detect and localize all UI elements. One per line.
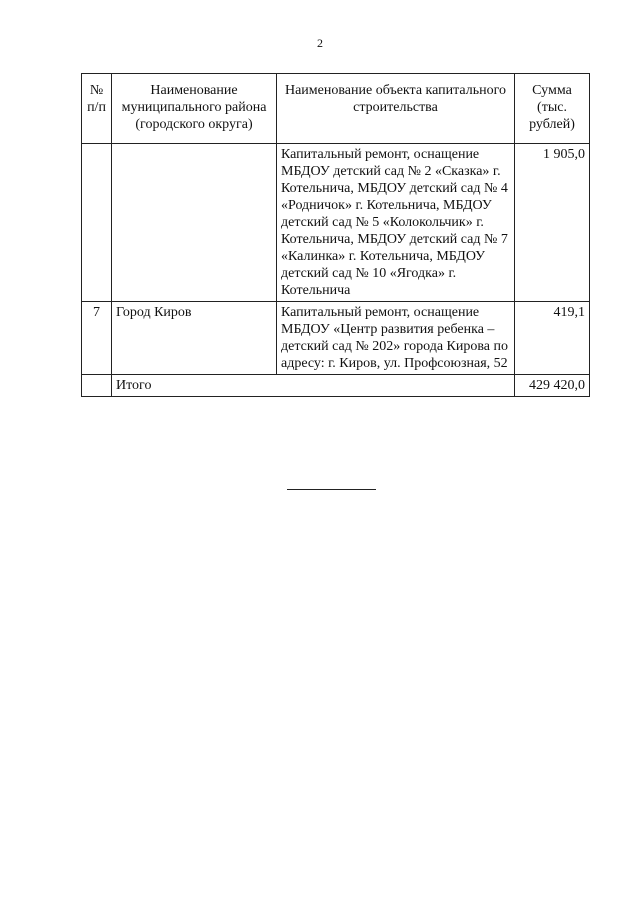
table-row <box>82 302 590 375</box>
row-sum: 1 905,0 <box>515 144 590 302</box>
header-number: № п/п <box>82 74 112 144</box>
header-object: Наименование объекта капитального строительства <box>277 74 515 144</box>
end-of-document-rule <box>287 489 376 490</box>
page-number: 2 <box>317 36 323 50</box>
row-number: 7 <box>82 302 112 375</box>
header-district: Наименование муниципального района (городского округа) <box>112 74 277 144</box>
table-row <box>82 144 590 302</box>
header-sum: Сумма (тыс. рублей) <box>515 74 590 144</box>
row-number <box>82 144 112 302</box>
row-district <box>112 144 277 302</box>
total-number-cell <box>82 375 112 397</box>
table-header-row <box>82 74 590 144</box>
allocation-table <box>81 73 590 397</box>
row-sum: 419,1 <box>515 302 590 375</box>
total-sum: 429 420,0 <box>515 375 590 397</box>
total-label: Итого <box>112 375 515 397</box>
row-district: Город Киров <box>112 302 277 375</box>
row-object: Капитальный ремонт, оснащение МБДОУ «Центр развития ребенка – детский сад № 202» города Кирова по адресу: г. Киров, ул. Профсоюзная, 52 <box>277 302 515 375</box>
total-row <box>82 375 590 397</box>
row-object: Капитальный ремонт, оснащение МБДОУ детский сад № 2 «Сказка» г. Котельнича, МБДОУ детский сад № 4 «Родничок» г. Котельнича, МБДОУ детский сад № 5 «Колокольчик» г. Котельнича, МБДОУ детский сад № 7 «Калинка» г. Котельнича, МБДОУ детский сад № 10 «Ягодка» г. Котельнича <box>277 144 515 302</box>
